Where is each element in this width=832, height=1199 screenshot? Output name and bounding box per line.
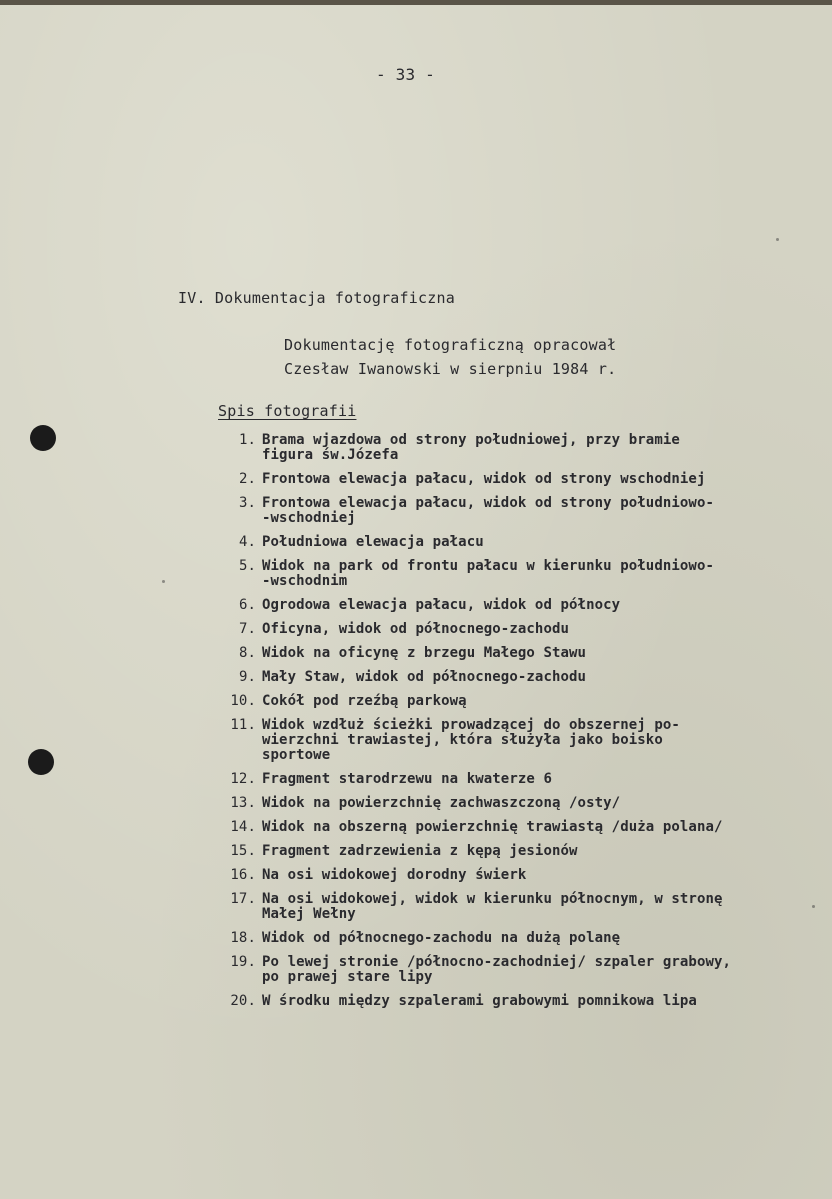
list-item: [210, 772, 830, 787]
punch-hole: [28, 749, 54, 775]
list-item-number: 3.: [238, 495, 256, 511]
list-item-number: 19.: [230, 954, 256, 970]
list-item-number: 9.: [238, 669, 256, 685]
paper-speck: [776, 238, 779, 241]
list-item-number: 14.: [230, 819, 256, 835]
list-item: [210, 718, 830, 763]
list-item-text: Fragment zadrzewienia z kępą jesionów: [262, 843, 578, 859]
list-item: [210, 670, 830, 685]
list-item-text: Widok na obszerną powierzchnię trawiastą /duża polana/: [262, 819, 723, 835]
list-item-text: Na osi widokowej dorodny świerk: [262, 867, 527, 883]
list-heading: Spis fotografii: [218, 402, 357, 420]
list-item-text: Na osi widokowej, widok w kierunku północnym, w stronę Małej Wełny: [262, 891, 723, 922]
list-item-number: 2.: [238, 471, 256, 487]
list-item: [210, 844, 830, 859]
list-item-number: 1.: [238, 432, 256, 448]
list-item: [210, 796, 830, 811]
list-item-number: 12.: [230, 771, 256, 787]
list-item: [210, 646, 830, 661]
list-item-number: 7.: [238, 621, 256, 637]
list-item-text: Fragment starodrzewu na kwaterze 6: [262, 771, 552, 787]
paper-speck: [812, 905, 815, 908]
intro-line-2: Czesław Iwanowski w sierpniu 1984 r.: [284, 360, 617, 378]
list-item-number: 20.: [230, 993, 256, 1009]
list-item: [210, 694, 830, 709]
intro-paragraph: [284, 333, 616, 381]
list-item-number: 16.: [230, 867, 256, 883]
list-item-number: 13.: [230, 795, 256, 811]
list-item: [210, 892, 830, 922]
list-item-number: 6.: [238, 597, 256, 613]
list-item-text: Frontowa elewacja pałacu, widok od strony południowo- -wschodniej: [262, 495, 715, 526]
list-item: [210, 535, 830, 550]
list-item: [210, 559, 830, 589]
list-item-number: 8.: [238, 645, 256, 661]
page-top-edge: [0, 0, 832, 5]
list-item: [210, 868, 830, 883]
list-item-text: Brama wjazdowa od strony południowej, przy bramie figura św.Józefa: [262, 432, 680, 463]
list-item-text: Ogrodowa elewacja pałacu, widok od północy: [262, 597, 621, 613]
list-item-text: Cokół pod rzeźbą parkową: [262, 693, 467, 709]
list-item-number: 18.: [230, 930, 256, 946]
list-item: [210, 931, 830, 946]
list-item-number: 4.: [238, 534, 256, 550]
list-item-text: Południowa elewacja pałacu: [262, 534, 484, 550]
list-item-text: W środku między szpalerami grabowymi pomnikowa lipa: [262, 993, 697, 1009]
list-item-text: Widok na park od frontu pałacu w kierunku południowo- -wschodnim: [262, 558, 715, 589]
list-item: [210, 820, 830, 835]
paper-speck: [162, 580, 165, 583]
list-item-number: 11.: [230, 717, 256, 733]
list-item-text: Widok na oficynę z brzegu Małego Stawu: [262, 645, 587, 661]
list-item-number: 15.: [230, 843, 256, 859]
list-item: [210, 622, 830, 637]
section-heading: IV. Dokumentacja fotograficzna: [178, 289, 455, 307]
list-item: [210, 994, 830, 1009]
list-item-text: Frontowa elewacja pałacu, widok od strony wschodniej: [262, 471, 706, 487]
list-item-text: Widok wzdłuż ścieżki prowadzącej do obszernej po- wierzchni trawiastej, która służyła jako boisko sportowe: [262, 717, 680, 763]
list-item-number: 17.: [230, 891, 256, 907]
list-item-number: 5.: [238, 558, 256, 574]
page-number: - 33 -: [376, 65, 435, 84]
list-item-text: Mały Staw, widok od północnego-zachodu: [262, 669, 587, 685]
punch-hole: [30, 425, 56, 451]
list-item-text: Widok od północnego-zachodu na dużą polanę: [262, 930, 621, 946]
list-item: [210, 496, 830, 526]
list-item-number: 10.: [230, 693, 256, 709]
list-item-text: Oficyna, widok od północnego-zachodu: [262, 621, 570, 637]
list-item: [210, 598, 830, 613]
list-item-text: Widok na powierzchnię zachwaszczoną /osty/: [262, 795, 621, 811]
intro-line-1: Dokumentację fotograficzną opracował: [284, 336, 617, 354]
list-item-text: Po lewej stronie /północno-zachodniej/ szpaler grabowy, po prawej stare lipy: [262, 954, 732, 985]
photo-list: [210, 433, 830, 1018]
list-item: [210, 472, 830, 487]
list-item: [210, 433, 830, 463]
list-item: [210, 955, 830, 985]
